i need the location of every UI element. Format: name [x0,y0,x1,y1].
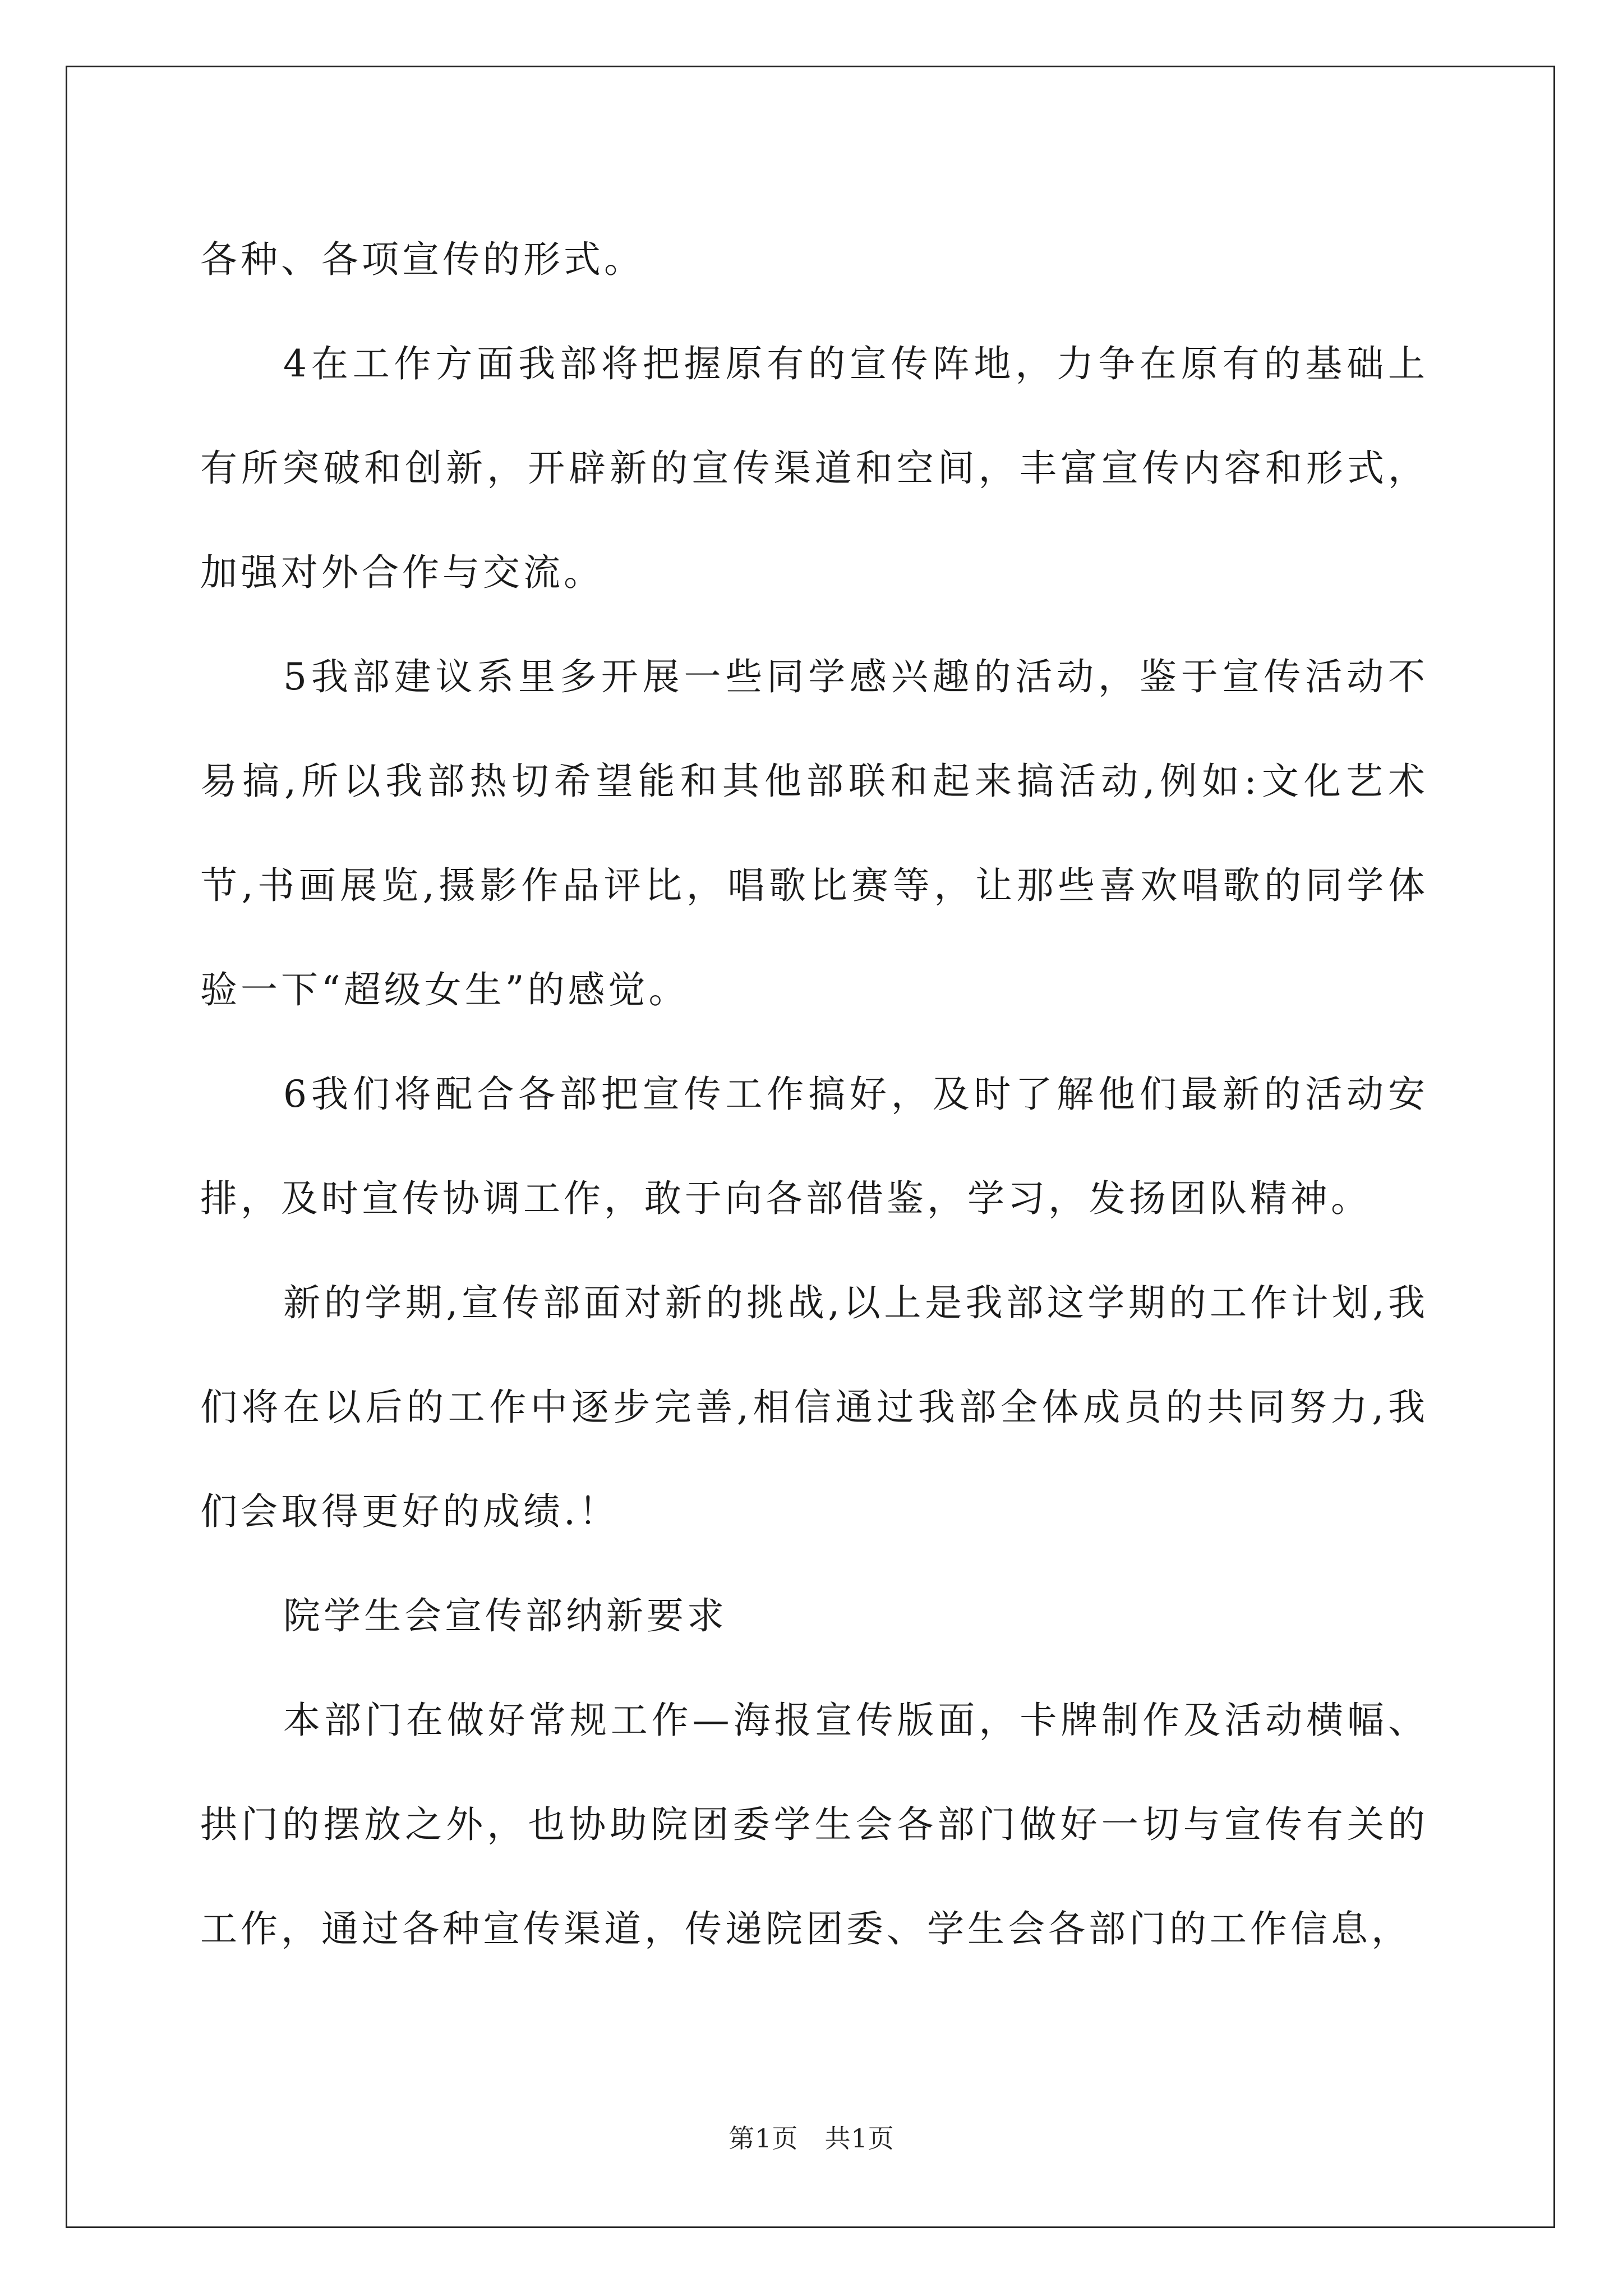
paragraph-1: 各种、各项宣传的形式。 [200,238,644,281]
document-body [200,208,1428,1981]
paragraph-4: 6我们将配合各部把宣传工作搞好，及时了解他们最新的活动安排，及时宣传协调工作，敢于向各部借鉴，学习，发扬团队精神。 [200,1073,1428,1220]
paragraph-7: 本部门在做好常规工作—海报宣传版面，卡牌制作及活动横幅、拱门的摆放之外，也协助院团委学生会各部门做好一切与宣传有关的工作，通过各种宣传渠道，传递院团委、学生会各部门的工作信息， [200,1699,1428,1950]
paragraph-5: 新的学期,宣传部面对新的挑战,以上是我部这学期的工作计划,我们将在以后的工作中逐步完善,相信通过我部全体成员的共同努力,我们会取得更好的成绩.！ [200,1281,1428,1533]
paragraph-2: 4在工作方面我部将把握原有的宣传阵地，力争在原有的基础上有所突破和创新，开辟新的宣传渠道和空间，丰富宣传内容和形式，加强对外合作与交流。 [200,342,1428,594]
section-heading: 院学生会宣传部纳新要求 [283,1594,727,1637]
paragraph-3: 5我部建议系里多开展一些同学感兴趣的活动，鉴于宣传活动不易搞,所以我部热切希望能和其他部联和起来搞活动,例如:文化艺术节,书画展览,摄影作品评比，唱歌比赛等，让那些喜欢唱歌的同学体验一下“超级女生”的感觉。 [200,655,1428,1011]
page-footer: 第1页 共1页 [728,2123,895,2154]
